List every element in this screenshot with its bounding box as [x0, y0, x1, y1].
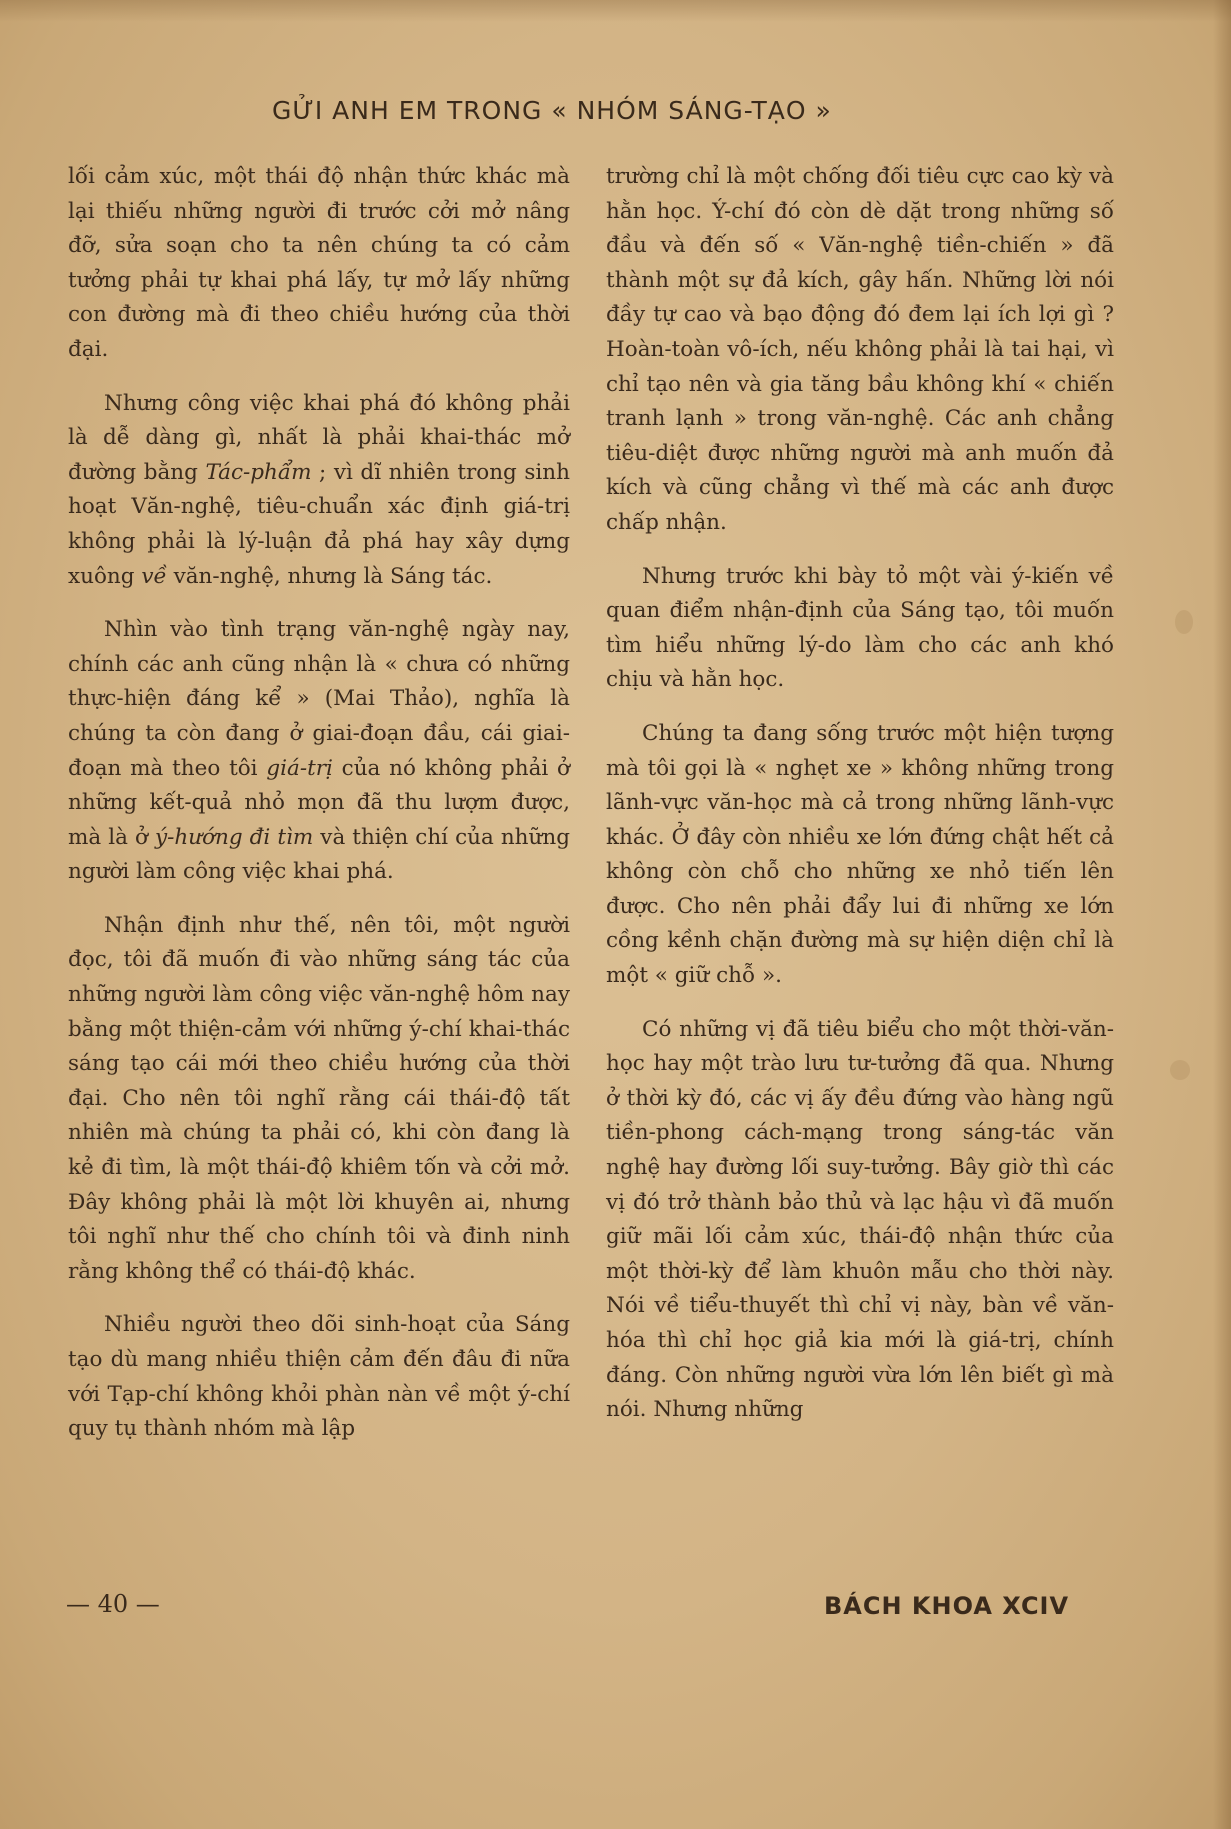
right-column	[606, 160, 1114, 1447]
text-run: của nó không phải ở những kết-quả nhỏ mọn đã thu lượm được, mà là ở	[68, 755, 570, 850]
emphasis-text: Tác-phẩm	[205, 459, 312, 485]
paper-edge-right	[1213, 0, 1231, 1829]
paragraph: Nhận định như thế, nên tôi, một người đọc, tôi đã muốn đi vào những sáng tác của những người làm công việc văn-nghệ hôm nay bằng một thiện-cảm với những ý-chí khai-thác sáng tạo cái mới theo chiều hướng của thời đại. Cho nên tôi nghĩ rằng cái thái-độ tất nhiên mà chúng ta phải có, khi còn đang là kẻ đi tìm, là một thái-độ khiêm tốn và cởi mở. Đây không phải là một lời khuyên ai, nhưng tôi nghĩ như thế cho chính tôi và đinh ninh rằng không thể có thái-độ khác.	[68, 912, 570, 1284]
emphasis-text: về	[141, 563, 167, 589]
paper-edge-top	[0, 0, 1231, 22]
running-title: GỬI ANH EM TRONG « NHÓM SÁNG-TẠO »	[272, 96, 832, 125]
text-run: Nhìn vào tình trạng văn-nghệ ngày nay, chính các anh cũng nhận là « chưa có những thực-hiện đáng kể » (Mai Thảo), nghĩa là chúng ta còn đang ở giai-đoạn đầu, cái giai-đoạn mà theo tôi	[68, 617, 570, 781]
paragraph: trường chỉ là một chống đối tiêu cực cao kỳ và hằn học. Ý-chí đó còn dè dặt trong những số đầu và đến số « Văn-nghệ tiền-chiến » đã thành một sự đả kích, gây hấn. Những lời nói đầy tự cao và bạo động đó đem lại ích lợi gì ? Hoàn-toàn vô-ích, nếu không phải là tai hại, vì chỉ tạo nên và gia tăng bầu không khí « chiến tranh lạnh » trong văn-nghệ. Các anh chẳng tiêu-diệt được những người mà anh muốn đả kích và cũng chẳng vì thế mà các anh được chấp nhận.	[606, 164, 1114, 535]
paper-stain	[1170, 1060, 1190, 1080]
paragraph: Nhưng trước khi bày tỏ một vài ý-kiến về quan điểm nhận-định của Sáng tạo, tôi muốn tìm hiểu những lý-do làm cho các anh khó chịu và hằn học.	[606, 563, 1114, 693]
emphasis-text: ý-hướng đi tìm	[154, 824, 314, 850]
paragraph	[68, 387, 570, 595]
paragraph: Có những vị đã tiêu biểu cho một thời-văn-học hay một trào lưu tư-tưởng đã qua. Nhưng ở thời kỳ đó, các vị ấy đều đứng vào hàng ngũ tiền-phong cách-mạng trong sáng-tác văn nghệ hay đường lối suy-tưởng. Bây giờ thì các vị đó trở thành bảo thủ và lạc hậu vì đã muốn giữ mãi lối cảm xúc, thái-độ nhận thức của một thời-kỳ để làm khuôn mẫu cho thời này. Nói về tiểu-thuyết thì chỉ vị này, bàn về văn-hóa thì chỉ học giả kia mới là giá-trị, chính đáng. Còn những người vừa lớn lên biết gì mà nói. Nhưng những	[606, 1016, 1114, 1423]
paragraph: Nhiều người theo dõi sinh-hoạt của Sáng tạo dù mang nhiều thiện cảm đến đâu đi nữa với Tạp-chí không khỏi phàn nàn về một ý-chí quy tụ thành nhóm mà lập	[68, 1312, 570, 1442]
text-run: ; vì dĩ nhiên trong sinh hoạt Văn-nghệ, tiêu-chuẩn xác định giá-trị không phải là lý-luận đả phá hay xây dựng xuông	[68, 459, 570, 589]
text-run: Nhưng công việc khai phá đó không phải là dễ dàng gì, nhất là phải khai-thác mở đường bằng	[68, 390, 570, 485]
magazine-name: BÁCH KHOA XCIV	[824, 1592, 1070, 1620]
text-run: và thiện chí của những người làm công việc khai phá.	[68, 824, 570, 885]
emphasis-text: giá-trị	[266, 755, 333, 781]
paragraph: Chúng ta đang sống trước một hiện tượng mà tôi gọi là « nghẹt xe » không những trong lãnh-vực văn-học mà cả trong những lãnh-vực khác. Ở đây còn nhiều xe lớn đứng chật hết cả không còn chỗ cho những xe nhỏ tiến lên được. Cho nên phải đẩy lui đi những xe lớn cồng kềnh chặn đường mà sự hiện diện chỉ là một « giữ chỗ ».	[606, 720, 1114, 989]
page-number: — 40 —	[66, 1590, 160, 1618]
text-run: văn-nghệ, nhưng là Sáng tác.	[166, 563, 493, 589]
left-column	[68, 160, 570, 1466]
paper-stain	[1175, 610, 1193, 634]
paragraph: lối cảm xúc, một thái độ nhận thức khác mà lại thiếu những người đi trước cởi mở nâng đỡ, sửa soạn cho ta nên chúng ta có cảm tưởng phải tự khai phá lấy, tự mở lấy những con đường mà đi theo chiều hướng của thời đại.	[68, 164, 570, 362]
paragraph	[68, 613, 570, 890]
